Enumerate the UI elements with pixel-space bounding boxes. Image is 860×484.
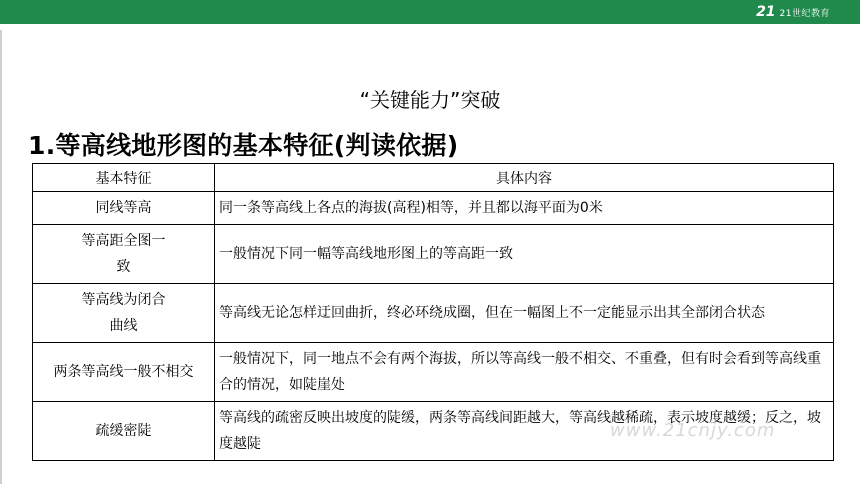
- feature-cell: 等高距全图一致: [33, 225, 215, 284]
- table-row: [33, 192, 834, 225]
- content-cell: 等高线的疏密反映出坡度的陡缓，两条等高线间距越大，等高线越稀疏，表示坡度越缓；反之，坡度越陡: [215, 402, 834, 461]
- column-header-content: 具体内容: [215, 164, 834, 192]
- top-banner: [0, 0, 860, 24]
- feature-cell: 两条等高线一般不相交: [33, 343, 215, 402]
- section-title: 1.等高线地形图的基本特征(判读依据): [28, 131, 459, 160]
- logo-mark: 21: [756, 4, 776, 20]
- feature-cell: 疏缓密陡: [33, 402, 215, 461]
- watermark: www.21cnjy.com: [610, 420, 776, 441]
- column-header-feature: 基本特征: [33, 164, 215, 192]
- table-header-row: [33, 164, 834, 192]
- content-cell: 一般情况下，同一地点不会有两个海拔，所以等高线一般不相交、不重叠，但有时会看到等高线重合的情况，如陡崖处: [215, 343, 834, 402]
- table-row: [33, 284, 834, 343]
- table-row: [33, 225, 834, 284]
- content-cell: 等高线无论怎样迂回曲折，终必环绕成圈，但在一幅图上不一定能显示出其全部闭合状态: [215, 284, 834, 343]
- feature-cell: 等高线为闭合曲线: [33, 284, 215, 343]
- logo-text: 21世纪教育: [779, 8, 830, 19]
- feature-cell: 同线等高: [33, 192, 215, 225]
- table-row: [33, 343, 834, 402]
- site-logo: [756, 2, 830, 22]
- content-cell: 同一条等高线上各点的海拔(高程)相等，并且都以海平面为0米: [215, 192, 834, 225]
- content-cell: 一般情况下同一幅等高线地形图上的等高距一致: [215, 225, 834, 284]
- feature-table: [32, 163, 834, 461]
- page-heading: “关键能力”突破: [359, 88, 501, 112]
